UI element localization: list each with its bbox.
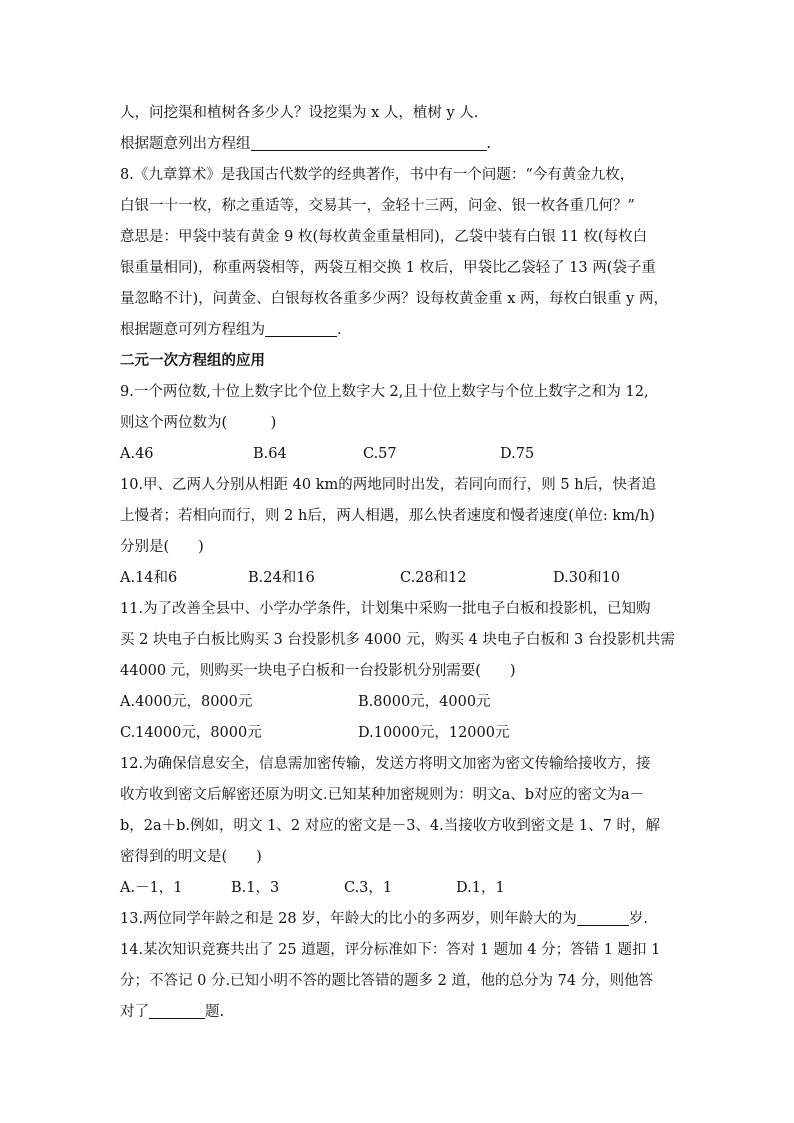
q9-option-a[interactable]: A.46 — [120, 446, 154, 462]
q14-line-2: 分；不答记 0 分.已知小明不答的题比答错的题多 2 道，他的总分为 74 分，则他答 — [120, 973, 654, 989]
q14-line-3 — [120, 997, 710, 1028]
q10-line-1: 10.甲、乙两人分别从相距 40 km的两地同时出发，若同向而行，则 5 h后，快者追 — [120, 477, 657, 493]
q13-answer-blank[interactable] — [577, 909, 629, 926]
q10-option-a[interactable]: A.14和6 — [120, 570, 178, 586]
q14-prefix: 对了 — [120, 1004, 149, 1020]
q8-suffix: . — [337, 322, 342, 338]
q7-line-1: 人，问挖渠和植树各多少人？设挖渠为 x 人，植树 y 人. — [120, 105, 479, 121]
q11-options-row-1 — [120, 687, 710, 718]
q13-line — [120, 904, 710, 935]
q12-option-a[interactable]: A.－1，1 — [120, 880, 183, 896]
q11-option-b[interactable]: B.8000元，4000元 — [358, 694, 491, 710]
q12-line-4: 密得到的明文是( ) — [120, 849, 262, 865]
q9-option-d[interactable]: D.75 — [500, 446, 535, 462]
q11-line-3: 44000 元，则购买一块电子白板和一台投影机分别需要( ) — [120, 663, 516, 679]
q11-options-row-2 — [120, 718, 710, 749]
q13-prefix: 13.两位同学年龄之和是 28 岁，年龄大的比小的多两岁，则年龄大的为 — [120, 911, 577, 927]
q7-prefix: 根据题意列出方程组 — [120, 136, 251, 152]
q8-line-2: 白银一十一枚，称之重适等，交易其一，金轻十三两，问金、银一枚各重几何？” — [120, 198, 635, 214]
q12-line-2: 收方收到密文后解密还原为明文.已知某种加密规则为：明文a、b对应的密文为a－ — [120, 787, 645, 803]
q10-line-2: 上慢者；若相向而行，则 2 h后，两人相遇，那么快者速度和慢者速度(单位: km/h) — [120, 508, 655, 524]
q12-line-1: 12.为确保信息安全，信息需加密传输，发送方将明文加密为密文传输给接收方，接 — [120, 756, 651, 772]
q9-options — [120, 439, 710, 470]
q11-line-1: 11.为了改善全县中、小学办学条件，计划集中采购一批电子白板和投影机，已知购 — [120, 601, 651, 617]
q9-option-b[interactable]: B.64 — [253, 446, 287, 462]
section-title: 二元一次方程组的应用 — [120, 353, 265, 369]
q11-option-c[interactable]: C.14000元，8000元 — [120, 725, 262, 741]
q7-suffix: . — [486, 136, 492, 152]
q8-answer-blank[interactable] — [265, 320, 337, 337]
q8-prefix: 根据题意可列方程组为 — [120, 322, 265, 338]
q11-line-2: 买 2 块电子白板比购买 3 台投影机多 4000 元，购买 4 块电子白板和 3 台投影机共需 — [120, 632, 675, 648]
q14-answer-blank[interactable] — [149, 1002, 205, 1019]
q7-answer-blank[interactable] — [251, 134, 487, 151]
q7-line-2 — [120, 129, 710, 160]
q10-options — [120, 563, 710, 594]
q13-suffix: 岁. — [628, 911, 648, 927]
q12-options — [120, 873, 710, 904]
q12-option-b[interactable]: B.1，3 — [231, 880, 280, 896]
q8-line-3: 意思是：甲袋中装有黄金 9 枚(每枚黄金重量相同)，乙袋中装有白银 11 枚(每枚白 — [120, 229, 648, 245]
q12-option-c[interactable]: C.3，1 — [344, 880, 393, 896]
q14-line-1: 14.某次知识竞赛共出了 25 道题，评分标准如下：答对 1 题加 4 分；答错 1 题扣 1 — [120, 942, 661, 958]
q12-option-d[interactable]: D.1，1 — [456, 880, 505, 896]
q12-line-3: b，2a＋b.例如，明文 1、2 对应的密文是－3、4.当接收方收到密文是 1、7 时，解 — [120, 818, 660, 834]
q8-line-6 — [120, 315, 710, 346]
q8-line-1: 8.《九章算术》是我国古代数学的经典著作，书中有一个问题：“今有黄金九枚， — [120, 167, 635, 183]
q10-line-3: 分别是( ) — [120, 539, 204, 555]
worksheet-page — [120, 98, 710, 1028]
q11-option-a[interactable]: A.4000元，8000元 — [120, 694, 253, 710]
q14-suffix: 题. — [205, 1004, 225, 1020]
q11-option-d[interactable]: D.10000元，12000元 — [358, 725, 510, 741]
q10-option-c[interactable]: C.28和12 — [400, 570, 467, 586]
q10-option-d[interactable]: D.30和10 — [553, 570, 621, 586]
q10-option-b[interactable]: B.24和16 — [248, 570, 315, 586]
q9-line-1: 9.一个两位数,十位上数字比个位上数字大 2,且十位上数字与个位上数字之和为 12, — [120, 384, 649, 400]
q9-option-c[interactable]: C.57 — [363, 446, 397, 462]
q8-line-4: 银重量相同)，称重两袋相等，两袋互相交换 1 枚后，甲袋比乙袋轻了 13 两(袋子重 — [120, 260, 656, 276]
q9-line-2: 则这个两位数为( ) — [120, 415, 277, 431]
q8-line-5: 量忽略不计)，问黄金、白银每枚各重多少两？设每枚黄金重 x 两，每枚白银重 y 两， — [120, 291, 668, 307]
